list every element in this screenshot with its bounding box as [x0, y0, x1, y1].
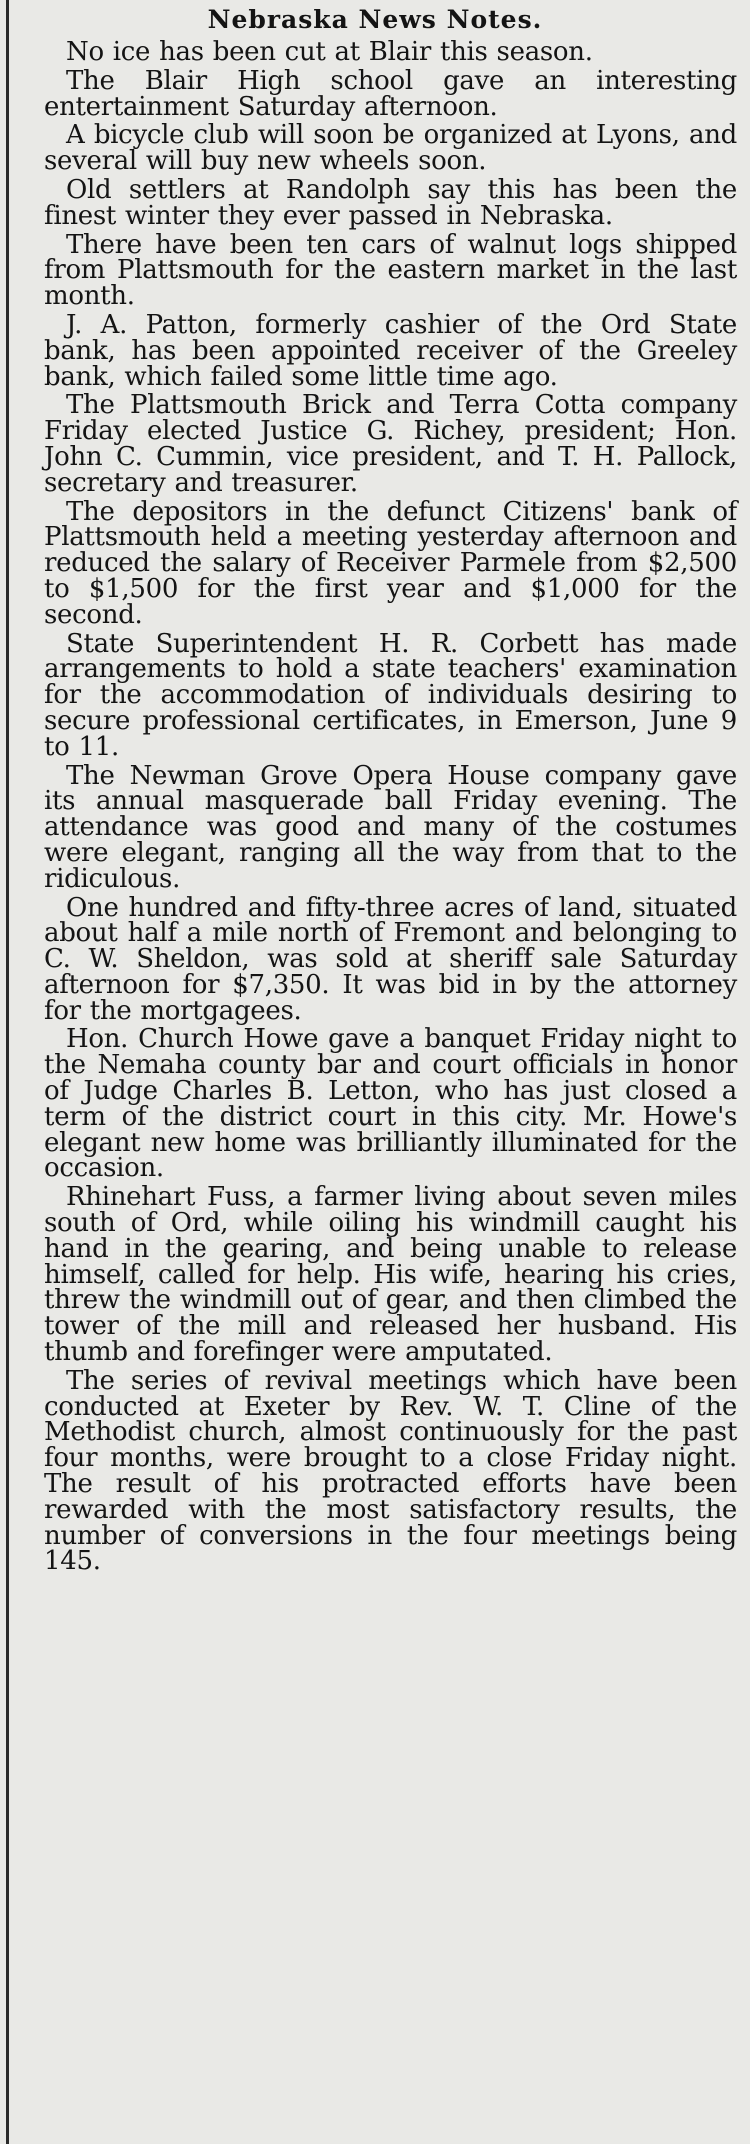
- article-headline: Nebraska News Notes.: [207, 5, 543, 34]
- news-item: State Superintendent H. R. Corbett has made arrangements to hold a state teachers' examination for the accommodation of individuals desiring to secure professional certificates, in Emerson, June 9 to 11.: [44, 628, 737, 762]
- news-item: No ice has been cut at Blair this season.: [66, 37, 593, 67]
- news-item: The Newman Grove Opera House company gave its annual masquerade ball Friday evening. The attendance was good and many of the costumes were elegant, ranging all the way from that to the ridiculous.: [44, 760, 737, 894]
- news-item: The depositors in the defunct Citizens' bank of Plattsmouth held a meeting yesterday afternoon and reduced the salary of Receiver Parmele from $2,500 to $1,500 for the first year and $1,000 for the second.: [44, 496, 737, 630]
- news-item: J. A. Patton, formerly cashier of the Ord State bank, has been appointed receiver of the Greeley bank, which failed some little time ago.: [44, 309, 737, 392]
- news-item: Old settlers at Randolph say this has been the finest winter they ever passed in Nebraska.: [44, 174, 737, 231]
- news-item: A bicycle club will soon be organized at Lyons, and several will buy new wheels soon.: [44, 120, 737, 177]
- article-body: [44, 37, 737, 1578]
- news-item: Rhinehart Fuss, a farmer living about seven miles south of Ord, while oiling his windmill caught his hand in the gearing, and being unable to release himself, called for help. His wife, hearing his cries, threw the windmill out of gear, and then climbed the tower of the mill and released her husband. His thumb and forefinger were amputated.: [44, 1182, 737, 1368]
- news-item: The Plattsmouth Brick and Terra Cotta company Friday elected Justice G. Richey, president; Hon. John C. Cummin, vice president, and T. H. Pallock, secretary and treasurer.: [44, 390, 737, 498]
- column-rule: [6, 0, 9, 2144]
- news-item: The Blair High school gave an interesting entertainment Saturday afternoon.: [44, 65, 737, 122]
- news-item: There have been ten cars of walnut logs shipped from Plattsmouth for the eastern market in the last month.: [44, 229, 737, 312]
- news-item: The series of revival meetings which have been conducted at Exeter by Rev. W. T. Cline of the Methodist church, almost continuously for the past four months, were brought to a close Friday night. The result of his protracted efforts have been rewarded with the most satisfactory results, the number of conversions in the four meetings being 145.: [44, 1365, 737, 1577]
- news-item: Hon. Church Howe gave a banquet Friday night to the Nemaha county bar and court officials in honor of Judge Charles B. Letton, who has just closed a term of the district court in this city. Mr. Howe's elegant new home was brilliantly illuminated for the occasion.: [44, 1024, 737, 1184]
- news-item: One hundred and fifty-three acres of land, situated about half a mile north of Fremont and belonging to C. W. Sheldon, was sold at sheriff sale Saturday afternoon for $7,350. It was bid in by the attorney for the mortgagees.: [44, 892, 737, 1026]
